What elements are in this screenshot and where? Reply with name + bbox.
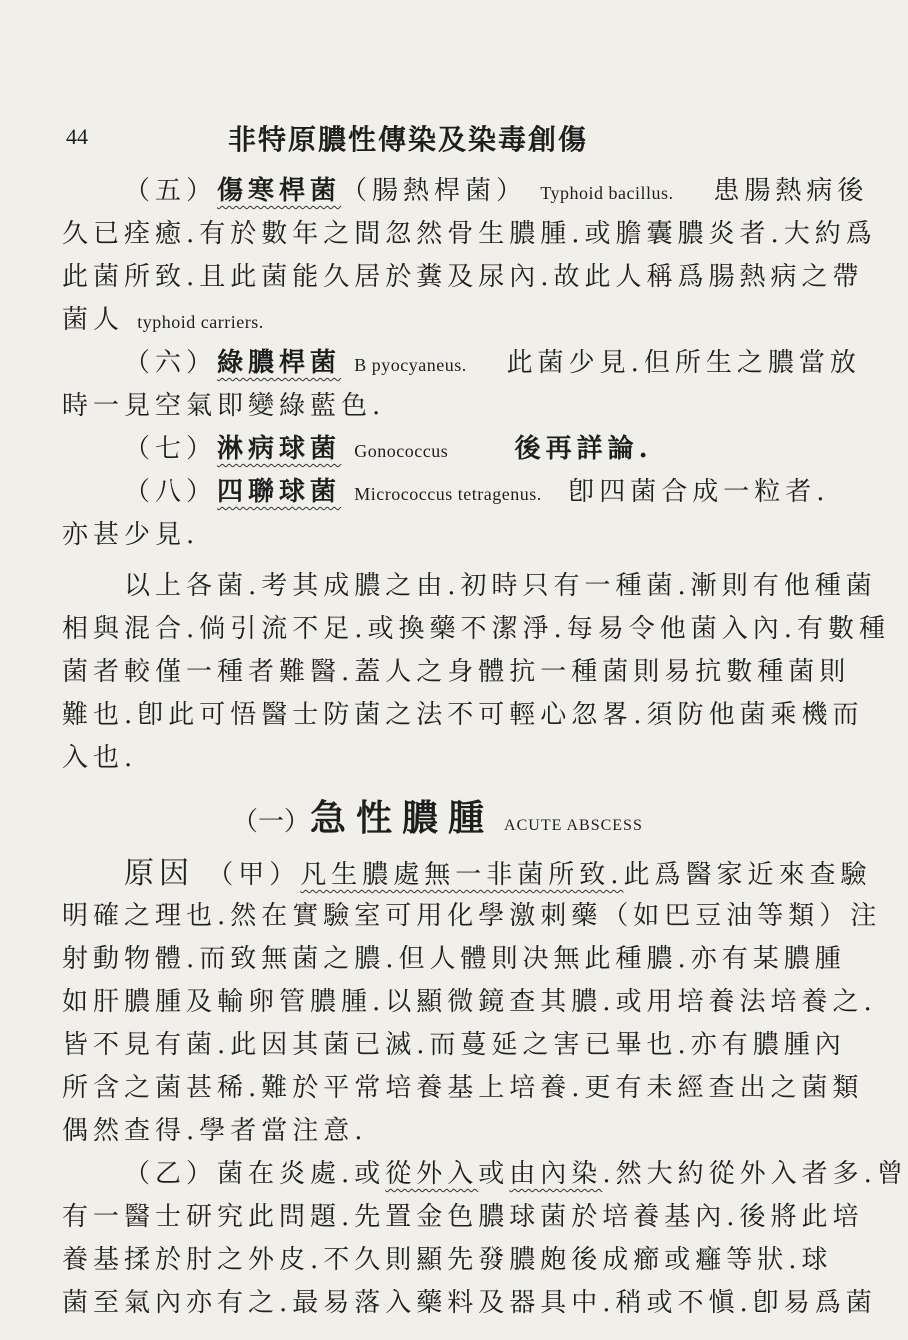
latin-term: typhoid carriers.: [137, 312, 264, 332]
text-line: 久已痊癒.有於數年之間忽然骨生膿腫.或膽囊膿炎者.大約爲: [62, 219, 877, 249]
section-title: 急性膿腫: [310, 797, 495, 839]
text-span: .然大約從外入者多.曾: [602, 1159, 908, 1189]
term-underlined: 從外入: [385, 1159, 479, 1189]
term-alt-name: （腸熱桿菌）: [341, 176, 528, 206]
text-line: 難也.卽此可悟醫士防菌之法不可輕心忽畧.須防他菌乘機而: [62, 700, 864, 730]
latin-term: Micrococcus tetragenus.: [354, 484, 542, 504]
text-line: 所含之菌甚稀.難於平常培養基上培養.更有未經查出之菌類: [62, 1073, 864, 1103]
text-line: 菌至氣內亦有之.最易落入藥料及器具中.稍或不愼.卽易爲菌: [62, 1288, 877, 1318]
text-line: [62, 1153, 908, 1196]
text-span: 菌人: [62, 305, 125, 335]
text-line: 明確之理也.然在實驗室可用化學激刺藥（如巴豆油等類）注: [62, 901, 882, 931]
text-line: 養基揉於肘之外皮.不久則顯先發膿皰後成癤或癰等狀.球: [62, 1245, 833, 1275]
text-line: 相與混合.倘引流不足.或換藥不潔淨.每易令他菌入內.有數種: [62, 614, 891, 644]
text-line: [62, 299, 762, 342]
latin-term: Typhoid bacillus.: [540, 183, 674, 203]
text-span: 此爲醫家近來查驗: [623, 860, 872, 890]
section-heading: [62, 788, 762, 848]
page-number: 44: [66, 124, 88, 149]
text-span: 或: [478, 1159, 510, 1189]
latin-term: Gonococcus: [354, 441, 449, 461]
item-number: （七）: [124, 434, 218, 464]
text-line: 以上各菌.考其成膿之由.初時只有一種菌.漸則有他種菌: [124, 571, 877, 601]
text-span: 卽四菌合成一粒者.: [568, 477, 830, 507]
term-underlined: 傷寒桿菌: [217, 176, 342, 206]
text-line: 如肝膿腫及輸卵管膿腫.以顯微鏡查其膿.或用培養法培養之.: [62, 987, 877, 1017]
text-line: 皆不見有菌.此因其菌已滅.而蔓延之害已畢也.亦有膿腫內: [62, 1030, 846, 1060]
text-line: 亦甚少見.: [62, 520, 200, 550]
term-underlined: 由內染: [509, 1159, 603, 1189]
text-line: [62, 428, 762, 471]
text-line: 入也.: [62, 743, 138, 773]
text-line: [62, 342, 861, 385]
text-line: [62, 852, 872, 895]
text-line: 時一見空氣即變綠藍色.: [62, 391, 386, 421]
item-number: （五）: [124, 176, 218, 206]
text-line: [62, 170, 869, 213]
term-underlined: 凡生膿處無一非菌所致.: [300, 860, 624, 890]
subheading: 原因: [124, 856, 194, 891]
latin-term: B pyocyaneus.: [354, 355, 467, 375]
term-underlined: 四聯球菌: [217, 477, 342, 507]
term-underlined: 淋病球菌: [217, 434, 342, 464]
text-span: （乙）菌在炎處.或: [124, 1159, 386, 1189]
section-title-english: ACUTE ABSCESS: [504, 817, 643, 834]
text-line: 此菌所致.且此菌能久居於糞及尿內.故此人稱爲腸熱病之帶: [62, 262, 864, 292]
text-line: [62, 471, 830, 514]
body-text: [62, 170, 908, 1325]
text-span: 此菌少見.但所生之膿當放: [506, 348, 861, 378]
section-number: （一）: [232, 807, 311, 837]
item-number: （八）: [124, 477, 218, 507]
text-line: 有一醫士研究此問題.先置金色膿球菌於培養基內.後將此培: [62, 1202, 864, 1232]
text-span: 後再詳論.: [514, 434, 653, 464]
term-underlined: 綠膿桿菌: [217, 348, 342, 378]
text-line: 射動物體.而致無菌之膿.但人體則决無此種膿.亦有某膿腫: [62, 944, 846, 974]
item-number: （六）: [124, 348, 218, 378]
running-title: 非特原膿性傳染及染毒創傷: [228, 123, 589, 156]
text-line: 菌者較僅一種者難醫.蓋人之身體抗一種菌則易抗數種菌則: [62, 657, 851, 687]
text-span: 患腸熱病後: [713, 176, 869, 206]
page-header: [0, 118, 801, 158]
text-line: 偶然查得.學者當注意.: [62, 1116, 368, 1146]
item-number: （甲）: [207, 860, 301, 890]
